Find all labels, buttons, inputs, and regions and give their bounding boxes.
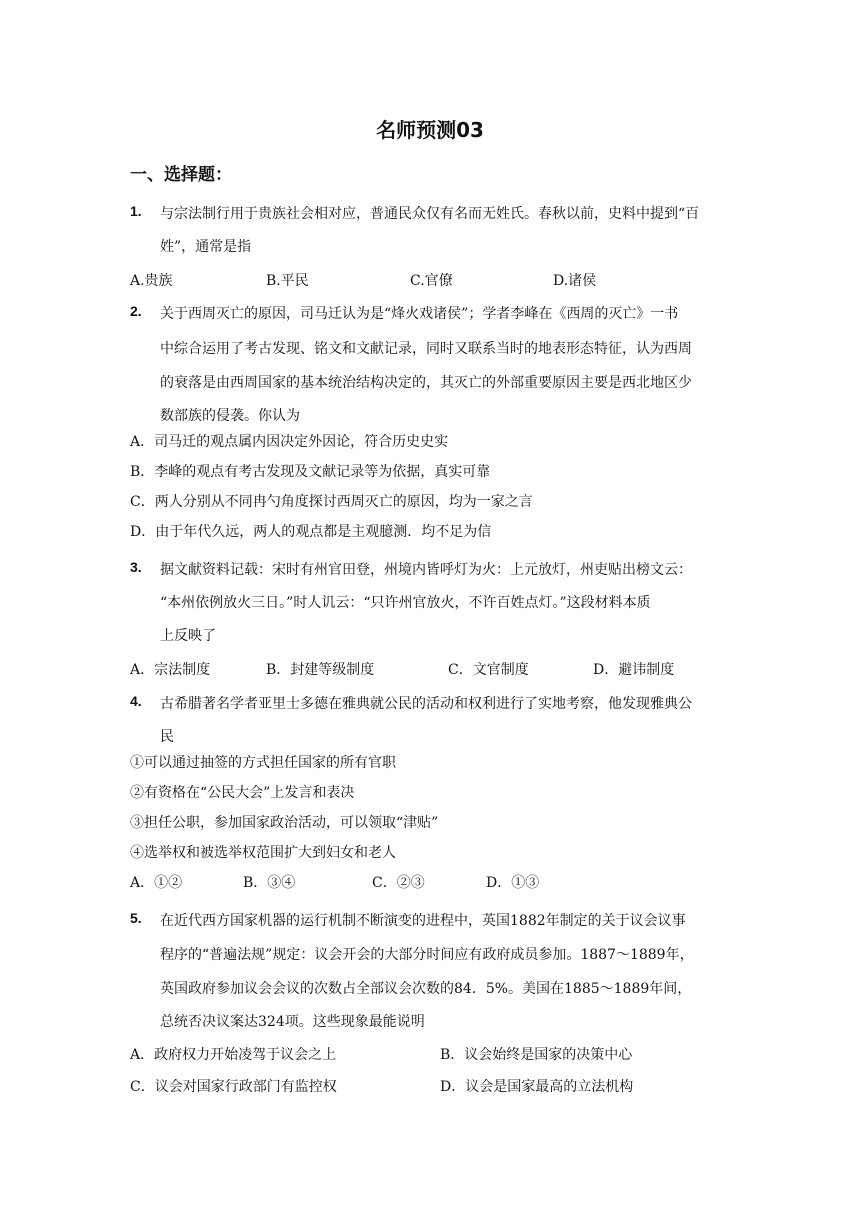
- option-b: B.平民: [266, 273, 309, 289]
- option-b: B．议会始终是国家的决策中心: [440, 1047, 633, 1063]
- question-text-line: 英国政府参加议会会议的次数占全部议会次数的84．5%。美国在1885～1889年间，: [160, 981, 692, 997]
- question-number: 5.: [130, 910, 142, 926]
- option-d: D.诸侯: [553, 273, 597, 289]
- page-title: 名师预测03: [376, 118, 484, 142]
- question-text-line: 据文献资料记载：宋时有州官田登，州境内皆呼灯为火：上元放灯，州吏贴出榜文云：: [160, 562, 692, 578]
- option-c: C．两人分别从不同冉勺角度探讨西周灭亡的原因，均为一家之言: [130, 494, 533, 510]
- question-text-line: 古希腊著名学者亚里士多德在雅典就公民的活动和权利进行了实地考察，他发现雅典公: [160, 696, 692, 712]
- question-text-line: 与宗法制行用于贵族社会相对应，普通民众仅有名而无姓氏。春秋以前，史料中提到“百: [160, 206, 700, 222]
- option-c: C.官僚: [410, 273, 453, 289]
- option-a: A．司马迁的观点属内因决定外因论，符合历史史实: [130, 434, 449, 450]
- option-b: B．李峰的观点有考古发现及文献记录等为依据，真实可靠: [130, 464, 491, 480]
- question-text-line: 总统否决议案达324项。这些现象最能说明: [160, 1014, 425, 1030]
- option-d: D．议会是国家最高的立法机构: [440, 1079, 634, 1095]
- option-c: C．文官制度: [448, 662, 529, 678]
- question-number: 4.: [130, 693, 142, 709]
- option-a: A．宗法制度: [130, 662, 211, 678]
- section-heading: 一、选择题：: [130, 165, 232, 185]
- option-b: B．封建等级制度: [266, 662, 375, 678]
- question-text-line: “本州依例放火三日。”时人讥云：“只许州官放火，不许百姓点灯。”这段材料本质: [160, 595, 651, 611]
- question-text-line: 民: [160, 729, 174, 745]
- question-number: 2.: [130, 303, 142, 319]
- option-c: C．议会对国家行政部门有监控权: [130, 1079, 337, 1095]
- option-d: D．由于年代久远，两人的观点都是主观臆测．均不足为信: [130, 524, 492, 540]
- question-number: 3.: [130, 559, 142, 575]
- question-text-line: 在近代西方国家机器的运行机制不断演变的进程中，英国1882年制定的关于议会议事: [160, 913, 686, 929]
- option-a: A．①②: [130, 875, 183, 891]
- question-text-line: 关于西周灭亡的原因，司马迁认为是“烽火戏诸侯”；学者李峰在《西周的灭亡》一书: [160, 306, 679, 322]
- statement-1: ①可以通过抽签的方式担任国家的所有官职: [130, 755, 396, 771]
- question-text-line: 中综合运用了考古发现、铭文和文献记录，同时又联系当时的地表形态特征，认为西周: [160, 341, 692, 357]
- option-a: A．政府权力开始凌驾于议会之上: [130, 1047, 337, 1063]
- question-number: 1.: [130, 203, 142, 219]
- statement-4: ④选举权和被选举权范围扩大到妇女和老人: [130, 845, 396, 861]
- option-a: A.贵族: [130, 273, 173, 289]
- question-text-line: 上反映了: [160, 628, 216, 644]
- question-text-line: 程序的“普遍法规”规定：议会开会的大部分时间应有政府成员参加。1887～1889年，: [160, 947, 694, 963]
- option-d: D．①③: [486, 875, 540, 891]
- option-b: B．③④: [243, 875, 296, 891]
- statement-3: ③担任公职，参加国家政治活动，可以领取“津贴”: [130, 815, 439, 831]
- question-text-line: 数部族的侵袭。你认为: [160, 408, 300, 424]
- question-text-line: 的衰落是由西周国家的基本统治结构决定的，其灭亡的外部重要原因主要是西北地区少: [160, 375, 692, 391]
- statement-2: ②有资格在“公民大会”上发言和表决: [130, 785, 355, 801]
- question-text-line: 姓”，通常是指: [160, 239, 252, 255]
- option-c: C．②③: [372, 875, 425, 891]
- option-d: D．避讳制度: [593, 662, 675, 678]
